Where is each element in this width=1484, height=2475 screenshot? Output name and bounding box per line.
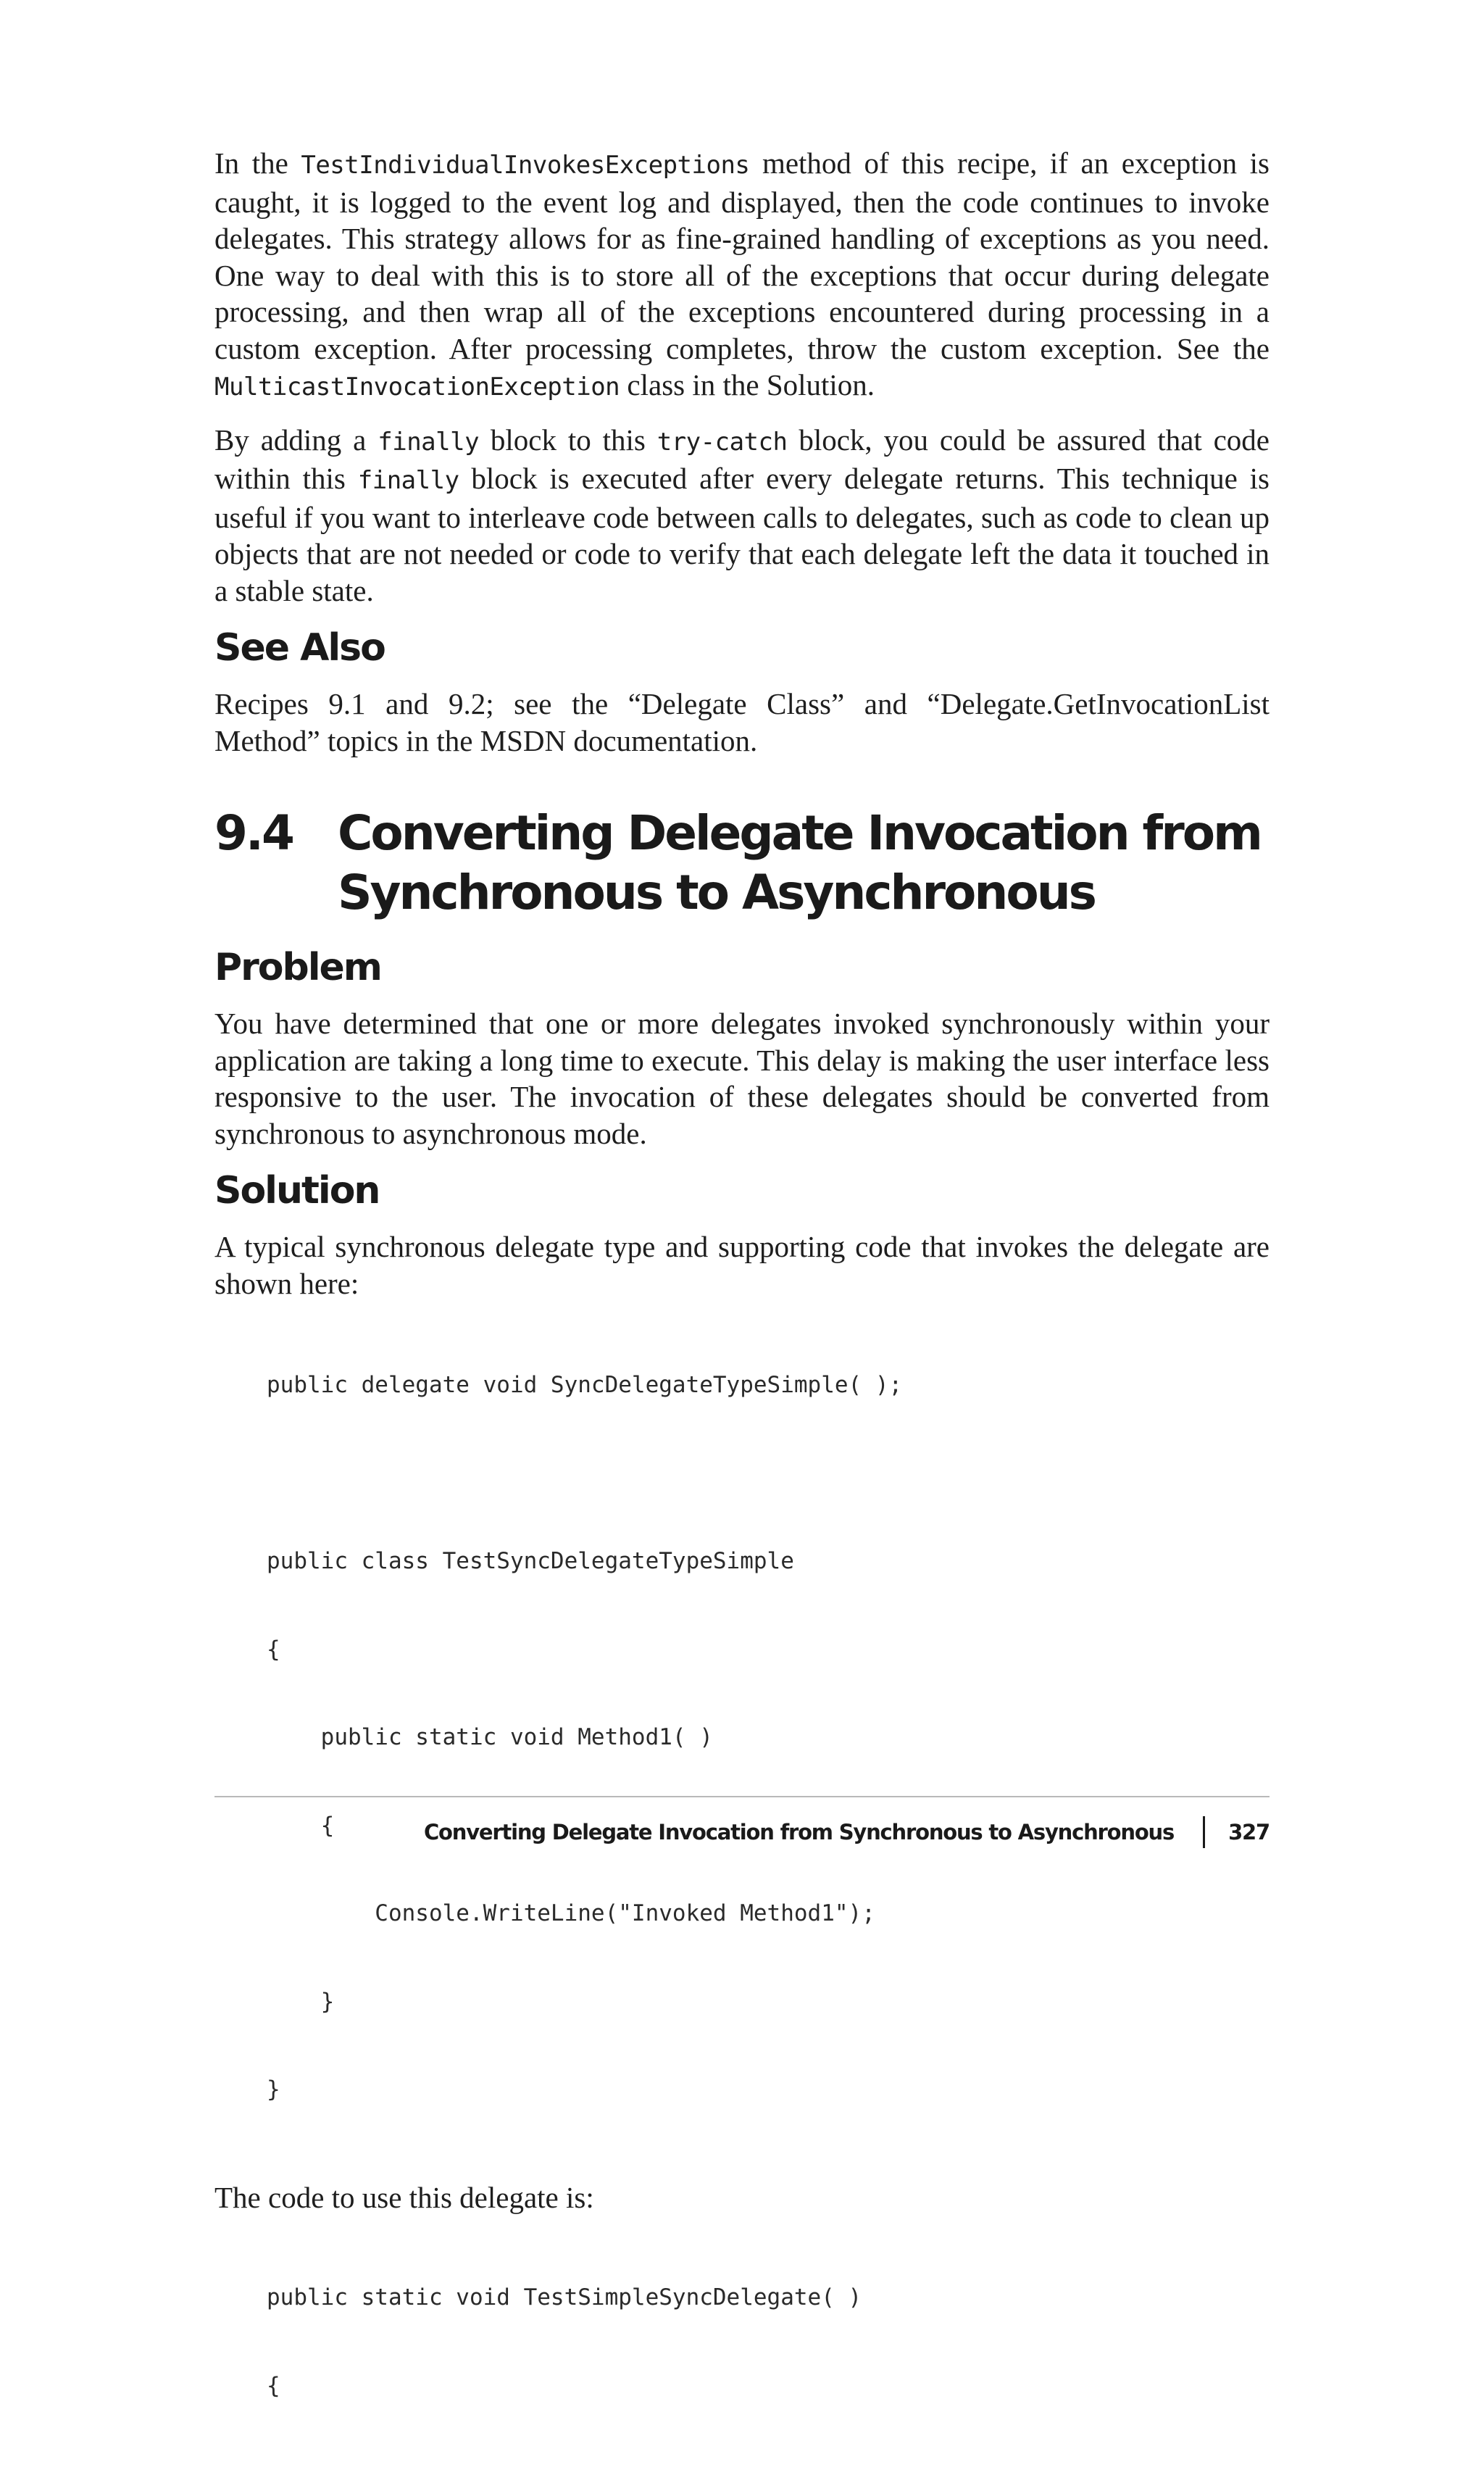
code-line: { [267,1636,280,1663]
recipe-number: 9.4 [214,805,293,861]
page-footer [214,1796,1270,1844]
page-number: 327 [1228,1820,1270,1844]
intro-paragraph-1: In the TestIndividualInvokesExceptions method of this recipe, if an exception is caught, it is logged to the event log and displayed, then the code continues to invoke delegates. This strategy allows for as fine-grained handling of exceptions as you need. One way to deal with this is to store all of the exceptions that occur during delegate processing, and then wrap all of the exceptions encountered during processing in a custom exception. After processing completes, throw the custom exception. See the MulticastInvocationException class in the Solution. [214,146,1270,402]
code-line: public static void TestSimpleSyncDelegate( ) [267,2284,862,2310]
see-also-heading: See Also [214,626,385,670]
see-also-text: Recipes 9.1 and 9.2; see the “Delegate Class” and “Delegate.GetInvocationList Method” topics in the MSDN documentation. [214,687,1270,757]
problem-heading: Problem [214,946,381,989]
solution-text: A typical synchronous delegate type and supporting code that invokes the delegate are shown here: [214,1230,1270,1300]
solution-heading: Solution [214,1169,380,1212]
footer-separator [1203,1816,1205,1848]
code-line: { [267,1812,335,1839]
code-line: { [267,2372,280,2399]
inline-code: TestIndividualInvokesExceptions [301,151,750,180]
recipe-title-text: Converting Delegate Invocation from Synchronous to Asynchronous [338,805,1261,920]
problem-text: You have determined that one or more delegates invoked synchronously within your application are taking a long time to execute. This delay is making the user interface less responsive to the user. The invocation of these delegates should be converted from synchronous to asynchronous mode. [214,1007,1270,1150]
code-line [267,1459,1270,1489]
code-line: public delegate void SyncDelegateTypeSimple( ); [267,1372,903,1398]
code-line: } [267,1988,335,2015]
intro-paragraph-2: By adding a finally block to this try-catch block, you could be assured that code within this finally block is executed after every delegate returns. This technique is useful if you want to interleave code between calls to delegates, such as code to clean up objects that are not needed or code to verify that each delegate left the data it touched in a stable state. [214,423,1270,607]
inline-code: try-catch [656,427,788,457]
running-title: Converting Delegate Invocation from Synchronous to Asynchronous [423,1820,1175,1844]
page-body [214,145,1270,2475]
inline-code: finally [357,466,459,495]
use-delegate-text: The code to use this delegate is: [214,2180,594,2214]
code-line: Console.WriteLine("Invoked Method1"); [267,1900,875,1926]
code-block-usage [267,2224,1270,2459]
code-block-delegate [267,1312,1270,2163]
code-line: public static void Method1( ) [267,1724,713,1750]
inline-code: MulticastInvocationException [214,373,620,402]
code-line: } [267,2076,280,2102]
inline-code: finally [378,427,480,457]
code-line: public class TestSyncDelegateTypeSimple [267,1548,794,1574]
recipe-title [214,804,1270,923]
